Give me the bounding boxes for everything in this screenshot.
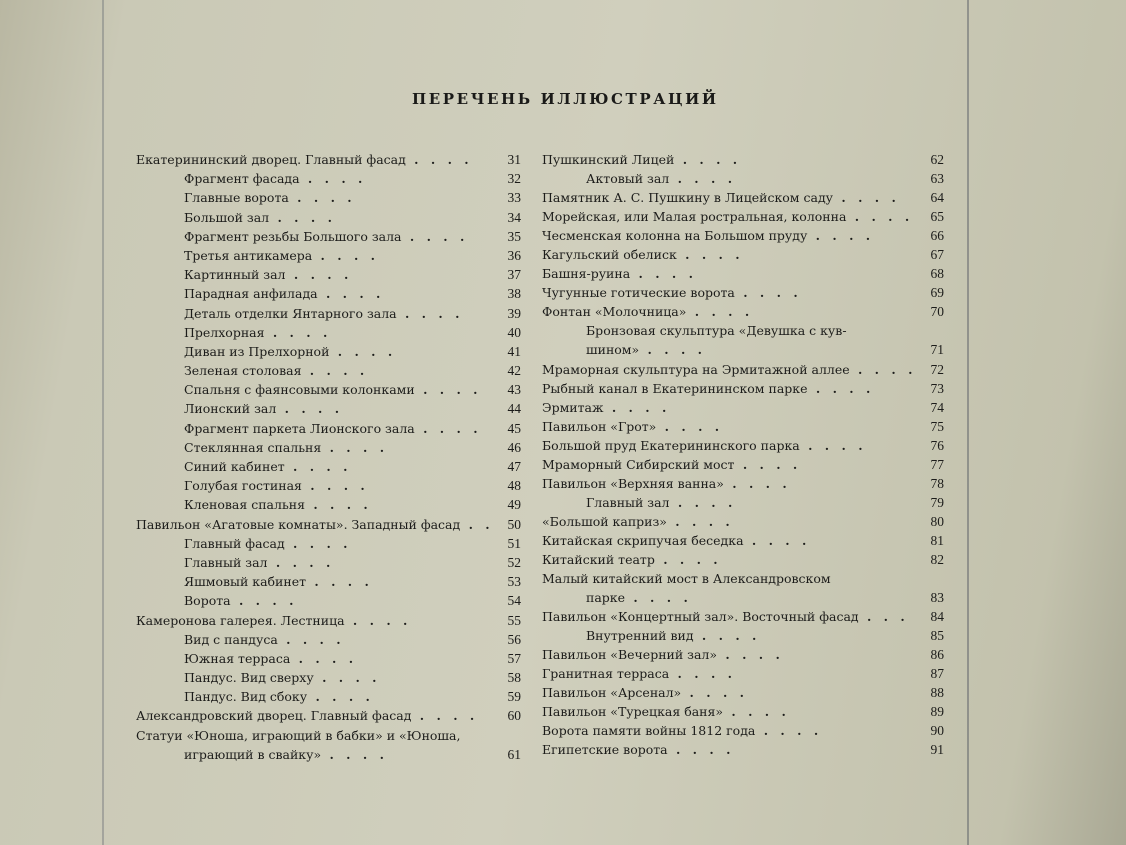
leader-dots: . . . . [304, 497, 372, 513]
toc-entry [136, 649, 521, 668]
toc-page-number: 89 [930, 704, 944, 720]
leader-dots: . . . . [799, 437, 867, 453]
toc-page-number: 80 [930, 513, 944, 529]
toc-entry-title: Стеклянная спальня [184, 439, 322, 455]
toc-entry-title: Павильон «Грот» [542, 418, 657, 434]
toc-page-number: 44 [507, 401, 521, 417]
leader-dots: . . . . [306, 574, 373, 590]
toc-entry [542, 474, 944, 493]
toc-entry [136, 534, 521, 553]
toc-page-number: 49 [507, 497, 521, 513]
leader-dots: . . . . [723, 475, 791, 491]
toc-entry-title: Камеронова галерея. Лестница [136, 612, 345, 628]
toc-entry [542, 645, 944, 664]
toc-page-number: 60 [507, 708, 521, 724]
toc-entry [136, 323, 521, 342]
toc-entry-title: Мраморный Сибирский мост [542, 456, 735, 472]
toc-page-number: 68 [930, 266, 944, 282]
toc-entry-title: Павильон «Верхняя ванна» [542, 475, 724, 491]
toc-entry-title: Чесменская колонна на Большом пруду [542, 228, 808, 244]
toc-entry [136, 284, 521, 303]
toc-entry [542, 531, 944, 550]
toc-entry-title: Морейская, или Малая ростральная, колонна [542, 209, 847, 225]
toc-entry [542, 550, 944, 569]
toc-page-number: 55 [507, 612, 521, 628]
toc-page-number: 81 [930, 532, 944, 548]
toc-entry [136, 687, 521, 706]
toc-entry-title: Кленовая спальня [184, 497, 305, 513]
toc-page-number: 75 [930, 418, 944, 434]
leader-dots: . . . . [321, 439, 389, 455]
toc-entry-title: Южная терраса [184, 650, 291, 666]
toc-entry-title: Павильон «Турецкая баня» [542, 704, 724, 720]
toc-entry-title: Диван из Прелхорной [184, 343, 330, 359]
leader-dots: . . . . [717, 647, 784, 663]
toc-entry-title: Павильон «Агатовые комнаты». Западный фасад [136, 516, 461, 532]
leader-dots: . . . . [312, 247, 380, 263]
toc-page-number: 42 [507, 363, 521, 379]
toc-entry-title: Третья антикамера [184, 247, 313, 263]
toc-entry-title: Екатерининский дворец. Главный фасад [136, 152, 406, 167]
toc-entry-title: Голубая гостиная [184, 478, 302, 494]
toc-page-number: 56 [507, 631, 521, 647]
leader-dots: . . . . [414, 382, 482, 398]
toc-page-number: 90 [930, 723, 944, 739]
leader-dots: . . . . [833, 190, 900, 206]
leader-dots: . . . . [317, 286, 385, 302]
toc-entry-title: Главные ворота [184, 190, 289, 206]
toc-page-number: 51 [507, 535, 521, 551]
leader-dots: . . . . [414, 420, 482, 436]
toc-page-number: 74 [930, 399, 944, 415]
toc-page-number: 35 [507, 228, 521, 244]
leader-dots: . . . . [276, 401, 344, 417]
toc-entry-title: Пушкинский Лицей [542, 152, 675, 167]
toc-entry-title: Ворота памяти войны 1812 года [542, 723, 756, 739]
toc-entry [542, 417, 944, 436]
page-edge-line [967, 0, 969, 845]
toc-entry-title: Мраморная скульптура на Эрмитажной аллее [542, 361, 850, 377]
toc-entry-title: Актовый зал [586, 171, 670, 187]
leader-dots: . . . . [674, 152, 742, 167]
toc-entry-title: Фонтан «Молочница» [542, 304, 687, 320]
toc-entry-title: Главный зал [184, 554, 268, 570]
toc-entry-title: Парадная анфилада [184, 286, 318, 302]
toc-entry-title: Бронзовая скульптура «Девушка с кув- [586, 323, 847, 339]
toc-entry-title: Китайский театр [542, 551, 655, 567]
toc-page-number: 47 [507, 459, 521, 474]
right-column [542, 150, 944, 760]
leader-dots: . . . . [313, 670, 381, 686]
toc-page-number: 83 [930, 590, 944, 606]
toc-entry [542, 398, 944, 417]
toc-entry [542, 607, 944, 626]
toc-entry-title: играющий в свайку» [184, 746, 322, 762]
toc-page-number: 54 [507, 593, 521, 609]
toc-page-number: 76 [930, 437, 944, 453]
toc-entry [542, 721, 944, 740]
toc-entry-title: Внутренний вид [586, 628, 694, 644]
toc-entry [136, 668, 521, 687]
leader-dots: . . . . [405, 152, 473, 167]
left-column [136, 150, 521, 764]
leader-dots: . . . . [743, 532, 811, 548]
toc-entry-title: Пандус. Вид сверху [184, 670, 314, 686]
toc-entry [136, 495, 521, 514]
toc-entry-title: Вид с пандуса [184, 631, 278, 647]
toc-entry-title: Рыбный канал в Екатерининском парке [542, 380, 808, 396]
toc-entry-title: Александровский дворец. Главный фасад [136, 708, 412, 724]
toc-page-number: 34 [507, 209, 521, 225]
toc-entry-title: Картинный зал [184, 267, 286, 283]
leader-dots: . . . . [301, 363, 369, 379]
toc-page-number: 82 [930, 551, 944, 567]
toc-page-number: 36 [507, 247, 521, 263]
toc-entry [542, 245, 944, 264]
leader-dots: . . . . [693, 628, 761, 644]
toc-page-number: 73 [930, 380, 944, 396]
toc-page-number: 72 [930, 361, 944, 377]
toc-entry [542, 436, 944, 455]
toc-entry-title: Деталь отделки Янтарного зала [184, 305, 397, 321]
toc-page-number: 45 [507, 420, 521, 436]
toc-entry-title: Статуи «Юноша, играющий в бабки» и «Юноша, [136, 727, 461, 743]
leader-dots: . . . . [299, 171, 367, 187]
toc-page-number: 48 [507, 478, 521, 494]
toc-entry [136, 630, 521, 649]
toc-entry [542, 588, 944, 607]
toc-entry-title: Гранитная терраса [542, 666, 670, 682]
leader-dots: . . . . [290, 650, 358, 666]
toc-entry [136, 380, 521, 399]
toc-entry [542, 207, 944, 226]
toc-entry [542, 321, 944, 340]
leader-dots: . . . [858, 609, 909, 625]
toc-page-number: 61 [507, 746, 521, 762]
toc-page-number: 50 [507, 516, 521, 532]
toc-page-number: 58 [507, 670, 521, 686]
toc-entry [136, 591, 521, 610]
toc-entry [542, 569, 944, 588]
toc-page-number: 67 [930, 247, 944, 263]
toc-entry-title: Пандус. Вид сбоку [184, 689, 308, 705]
toc-page-number: 71 [930, 342, 944, 358]
toc-page-number: 57 [507, 650, 521, 666]
toc-entry [136, 572, 521, 591]
toc-page-number: 65 [930, 209, 944, 225]
toc-entry [136, 457, 521, 476]
toc-entry-title: Большой зал [184, 209, 270, 225]
toc-entry-title: Главный фасад [184, 535, 285, 551]
toc-page-number: 63 [930, 171, 944, 187]
leader-dots: . . [460, 516, 494, 532]
leader-dots: . . . . [630, 266, 697, 282]
toc-entry-title: Зеленая столовая [184, 363, 302, 379]
toc-entry-title: Яшмовый кабинет [184, 574, 307, 590]
leader-dots: . . . . [681, 685, 749, 701]
leader-dots: . . . . [284, 535, 352, 551]
toc-entry [542, 340, 944, 359]
toc-entry [542, 455, 944, 474]
leader-dots: . . . . [807, 228, 875, 244]
toc-entry [136, 745, 521, 764]
leader-dots: . . . . [656, 418, 724, 434]
toc-entry-title: Павильон «Арсенал» [542, 685, 682, 701]
toc-entry [136, 361, 521, 380]
leader-dots: . . . . [807, 380, 875, 396]
leader-dots: . . . . [625, 590, 692, 606]
toc-entry [542, 283, 944, 302]
page-fold-line [102, 0, 104, 845]
toc-entry-title: Главный зал [586, 494, 670, 510]
toc-entry-title: Памятник А. С. Пушкину в Лицейском саду [542, 190, 834, 206]
toc-entry-title: Синий кабинет [184, 459, 285, 474]
toc-entry-title: Башня-руина [542, 266, 631, 282]
leader-dots: . . . . [846, 209, 914, 225]
toc-entry [136, 342, 521, 361]
leader-dots: . . . . [849, 361, 917, 377]
leader-dots: . . . . [285, 267, 353, 283]
toc-entry [542, 150, 944, 169]
toc-entry-title: Большой пруд Екатерининского парка [542, 437, 800, 453]
leader-dots: . . . . [654, 551, 722, 567]
toc-entry [136, 246, 521, 265]
toc-entry [136, 188, 521, 207]
toc-entry [542, 664, 944, 683]
toc-entry-title: Павильон «Концертный зал». Восточный фасад [542, 609, 859, 625]
toc-page-number: 87 [930, 666, 944, 682]
toc-entry-title: Ворота [184, 593, 231, 609]
toc-page-number: 64 [930, 190, 944, 206]
toc-entry [542, 626, 944, 645]
toc-page-number: 38 [507, 286, 521, 302]
toc-entry [136, 726, 521, 745]
toc-entry [136, 265, 521, 284]
toc-page-number: 41 [507, 343, 521, 359]
toc-entry [542, 702, 944, 721]
toc-entry-title: Египетские ворота [542, 742, 668, 758]
toc-page-number: 53 [507, 574, 521, 590]
toc-entry [136, 169, 521, 188]
toc-entry-title: Китайская скрипучая беседка [542, 532, 744, 548]
toc-entry [542, 740, 944, 759]
leader-dots: . . . . [603, 399, 671, 415]
toc-entry-title: Чугунные готические ворота [542, 285, 735, 301]
toc-page-number: 70 [930, 304, 944, 320]
leader-dots: . . . . [301, 478, 369, 494]
toc-entry [542, 493, 944, 512]
toc-page-number: 69 [930, 285, 944, 301]
toc-page-number: 40 [507, 324, 521, 340]
leader-dots: . . . . [734, 285, 802, 301]
leader-dots: . . . . [676, 247, 744, 263]
toc-page-number: 59 [507, 689, 521, 705]
toc-entry-title: Лионский зал [184, 401, 277, 417]
toc-entry-title: «Большой каприз» [542, 513, 667, 529]
leader-dots: . . . . [277, 631, 345, 647]
leader-dots: . . . . [666, 513, 734, 529]
toc-page-number: 86 [930, 647, 944, 663]
toc-page-number: 39 [507, 305, 521, 321]
leader-dots: . . . . [734, 456, 802, 472]
toc-entry [136, 150, 521, 169]
toc-page-number: 62 [930, 152, 944, 167]
toc-entry [542, 512, 944, 531]
toc-entry [542, 264, 944, 283]
toc-entry-title: Фрагмент резьбы Большого зала [184, 228, 402, 244]
leader-dots: . . . . [669, 494, 737, 510]
leader-dots: . . . . [669, 666, 737, 682]
toc-entry [136, 611, 521, 630]
leader-dots: . . . . [321, 746, 388, 762]
toc-entry-title: Эрмитаж [542, 399, 604, 415]
toc-entry-title: Фрагмент паркета Лионского зала [184, 420, 415, 436]
toc-entry-title: шином» [586, 342, 640, 358]
leader-dots: . . . . [269, 209, 336, 225]
toc-page-number: 77 [930, 456, 944, 472]
leader-dots: . . . . [329, 343, 397, 359]
toc-entry [542, 188, 944, 207]
toc-entry [542, 302, 944, 321]
toc-page-number: 91 [930, 742, 944, 758]
toc-entry [542, 379, 944, 398]
leader-dots: . . . . [401, 228, 469, 244]
toc-entry-title: Фрагмент фасада [184, 171, 300, 187]
toc-entry-title: Павильон «Вечерний зал» [542, 647, 718, 663]
toc-entry [136, 304, 521, 323]
toc-entry [136, 227, 521, 246]
toc-page-number: 84 [930, 609, 944, 625]
toc-page-number: 43 [507, 382, 521, 398]
toc-page-number: 79 [930, 494, 944, 510]
toc-page-number: 31 [507, 152, 521, 167]
leader-dots: . . . . [267, 554, 335, 570]
leader-dots: . . . . [686, 304, 754, 320]
toc-entry [542, 226, 944, 245]
leader-dots: . . . . [307, 689, 374, 705]
toc-entry [136, 515, 521, 534]
toc-entry [542, 169, 944, 188]
toc-page-number: 66 [930, 228, 944, 244]
toc-entry-title: Малый китайский мост в Александровском [542, 571, 831, 587]
page-title: ПЕРЕЧЕНЬ ИЛЛЮСТРАЦИЙ [412, 90, 719, 108]
toc-entry [136, 553, 521, 572]
toc-entry-title: Кагульский обелиск [542, 247, 677, 263]
leader-dots: . . . . [284, 459, 352, 474]
leader-dots: . . . . [639, 342, 707, 358]
leader-dots: . . . . [288, 190, 356, 206]
toc-page-number: 46 [507, 439, 521, 455]
toc-page-number: 52 [507, 554, 521, 570]
toc-entry [136, 476, 521, 495]
toc-page-number: 88 [930, 685, 944, 701]
toc-entry [136, 208, 521, 227]
toc-entry-title: Спальня с фаянсовыми колонками [184, 382, 415, 398]
leader-dots: . . . . [667, 742, 735, 758]
toc-entry [542, 360, 944, 379]
toc-entry [136, 399, 521, 418]
toc-entry [136, 438, 521, 457]
leader-dots: . . . . [669, 171, 737, 187]
leader-dots: . . . . [411, 708, 479, 724]
leader-dots: . . . . [344, 612, 412, 628]
toc-page-number: 85 [930, 628, 944, 644]
toc-page-number: 37 [507, 267, 521, 283]
toc-page-number: 78 [930, 475, 944, 491]
toc-entry [542, 683, 944, 702]
leader-dots: . . . . [230, 593, 298, 609]
toc-page-number: 32 [507, 171, 521, 187]
toc-entry-title: Прелхорная [184, 324, 265, 340]
toc-page-number: 33 [507, 190, 521, 206]
toc-entry [136, 419, 521, 438]
leader-dots: . . . . [723, 704, 790, 720]
leader-dots: . . . . [264, 324, 332, 340]
toc-entry [136, 706, 521, 725]
leader-dots: . . . . [396, 305, 464, 321]
leader-dots: . . . . [755, 723, 823, 739]
toc-entry-title: парке [586, 590, 625, 606]
